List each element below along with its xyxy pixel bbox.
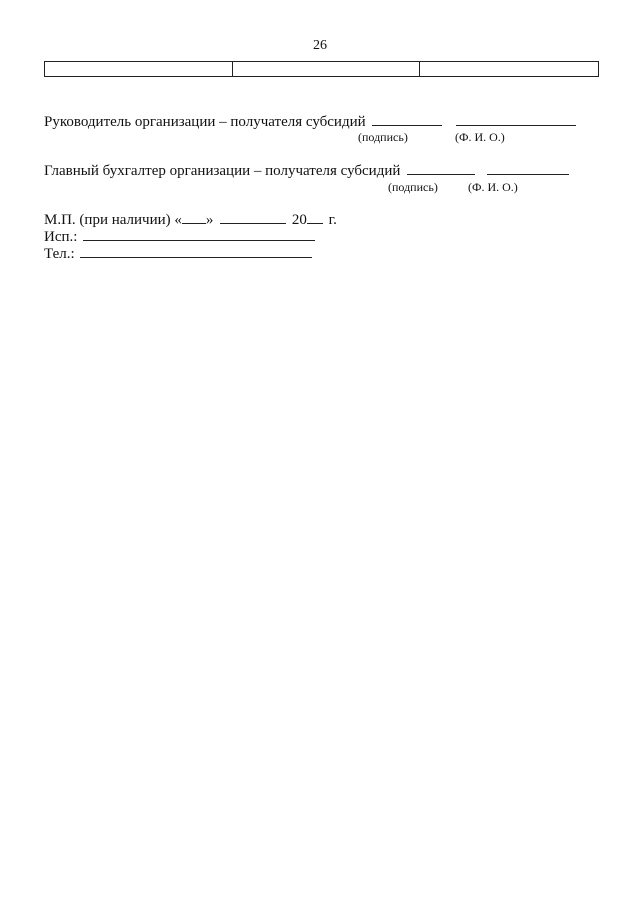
phone-label: Тел.: (44, 246, 75, 262)
accountant-signature-caption: (подпись) (388, 180, 438, 194)
year-blank[interactable] (307, 211, 323, 224)
quote-close: » (205, 212, 214, 228)
accountant-name-blank[interactable] (487, 162, 569, 175)
executor-line (44, 228, 315, 246)
table-cell (420, 62, 599, 77)
accountant-signature-line (44, 162, 569, 180)
executor-blank[interactable] (83, 228, 315, 241)
head-signature-label: Руководитель организации – получателя субсидий (44, 114, 366, 130)
stamp-label: М.П. (при наличии) (44, 212, 171, 228)
table-cell (233, 62, 420, 77)
month-blank[interactable] (220, 211, 286, 224)
head-name-caption: (Ф. И. О.) (455, 130, 505, 144)
phone-blank[interactable] (80, 245, 312, 258)
head-signature-blank[interactable] (372, 113, 442, 126)
table-bottom-row (44, 61, 599, 77)
day-blank[interactable] (182, 211, 206, 224)
head-signature-line (44, 113, 576, 131)
table-cell (45, 62, 233, 77)
accountant-name-caption: (Ф. И. О.) (468, 180, 518, 194)
page-number: 26 (313, 38, 327, 53)
accountant-signature-label: Главный бухгалтер организации – получателя субсидий (44, 163, 401, 179)
year-suffix: г. (328, 212, 337, 228)
year-prefix: 20 (291, 212, 307, 228)
table-row (45, 62, 599, 77)
head-signature-caption: (подпись) (358, 130, 408, 144)
phone-line (44, 245, 312, 263)
accountant-signature-blank[interactable] (407, 162, 475, 175)
quote-open: « (174, 212, 182, 228)
executor-label: Исп.: (44, 229, 78, 245)
head-name-blank[interactable] (456, 113, 576, 126)
stamp-date-line (44, 211, 337, 229)
